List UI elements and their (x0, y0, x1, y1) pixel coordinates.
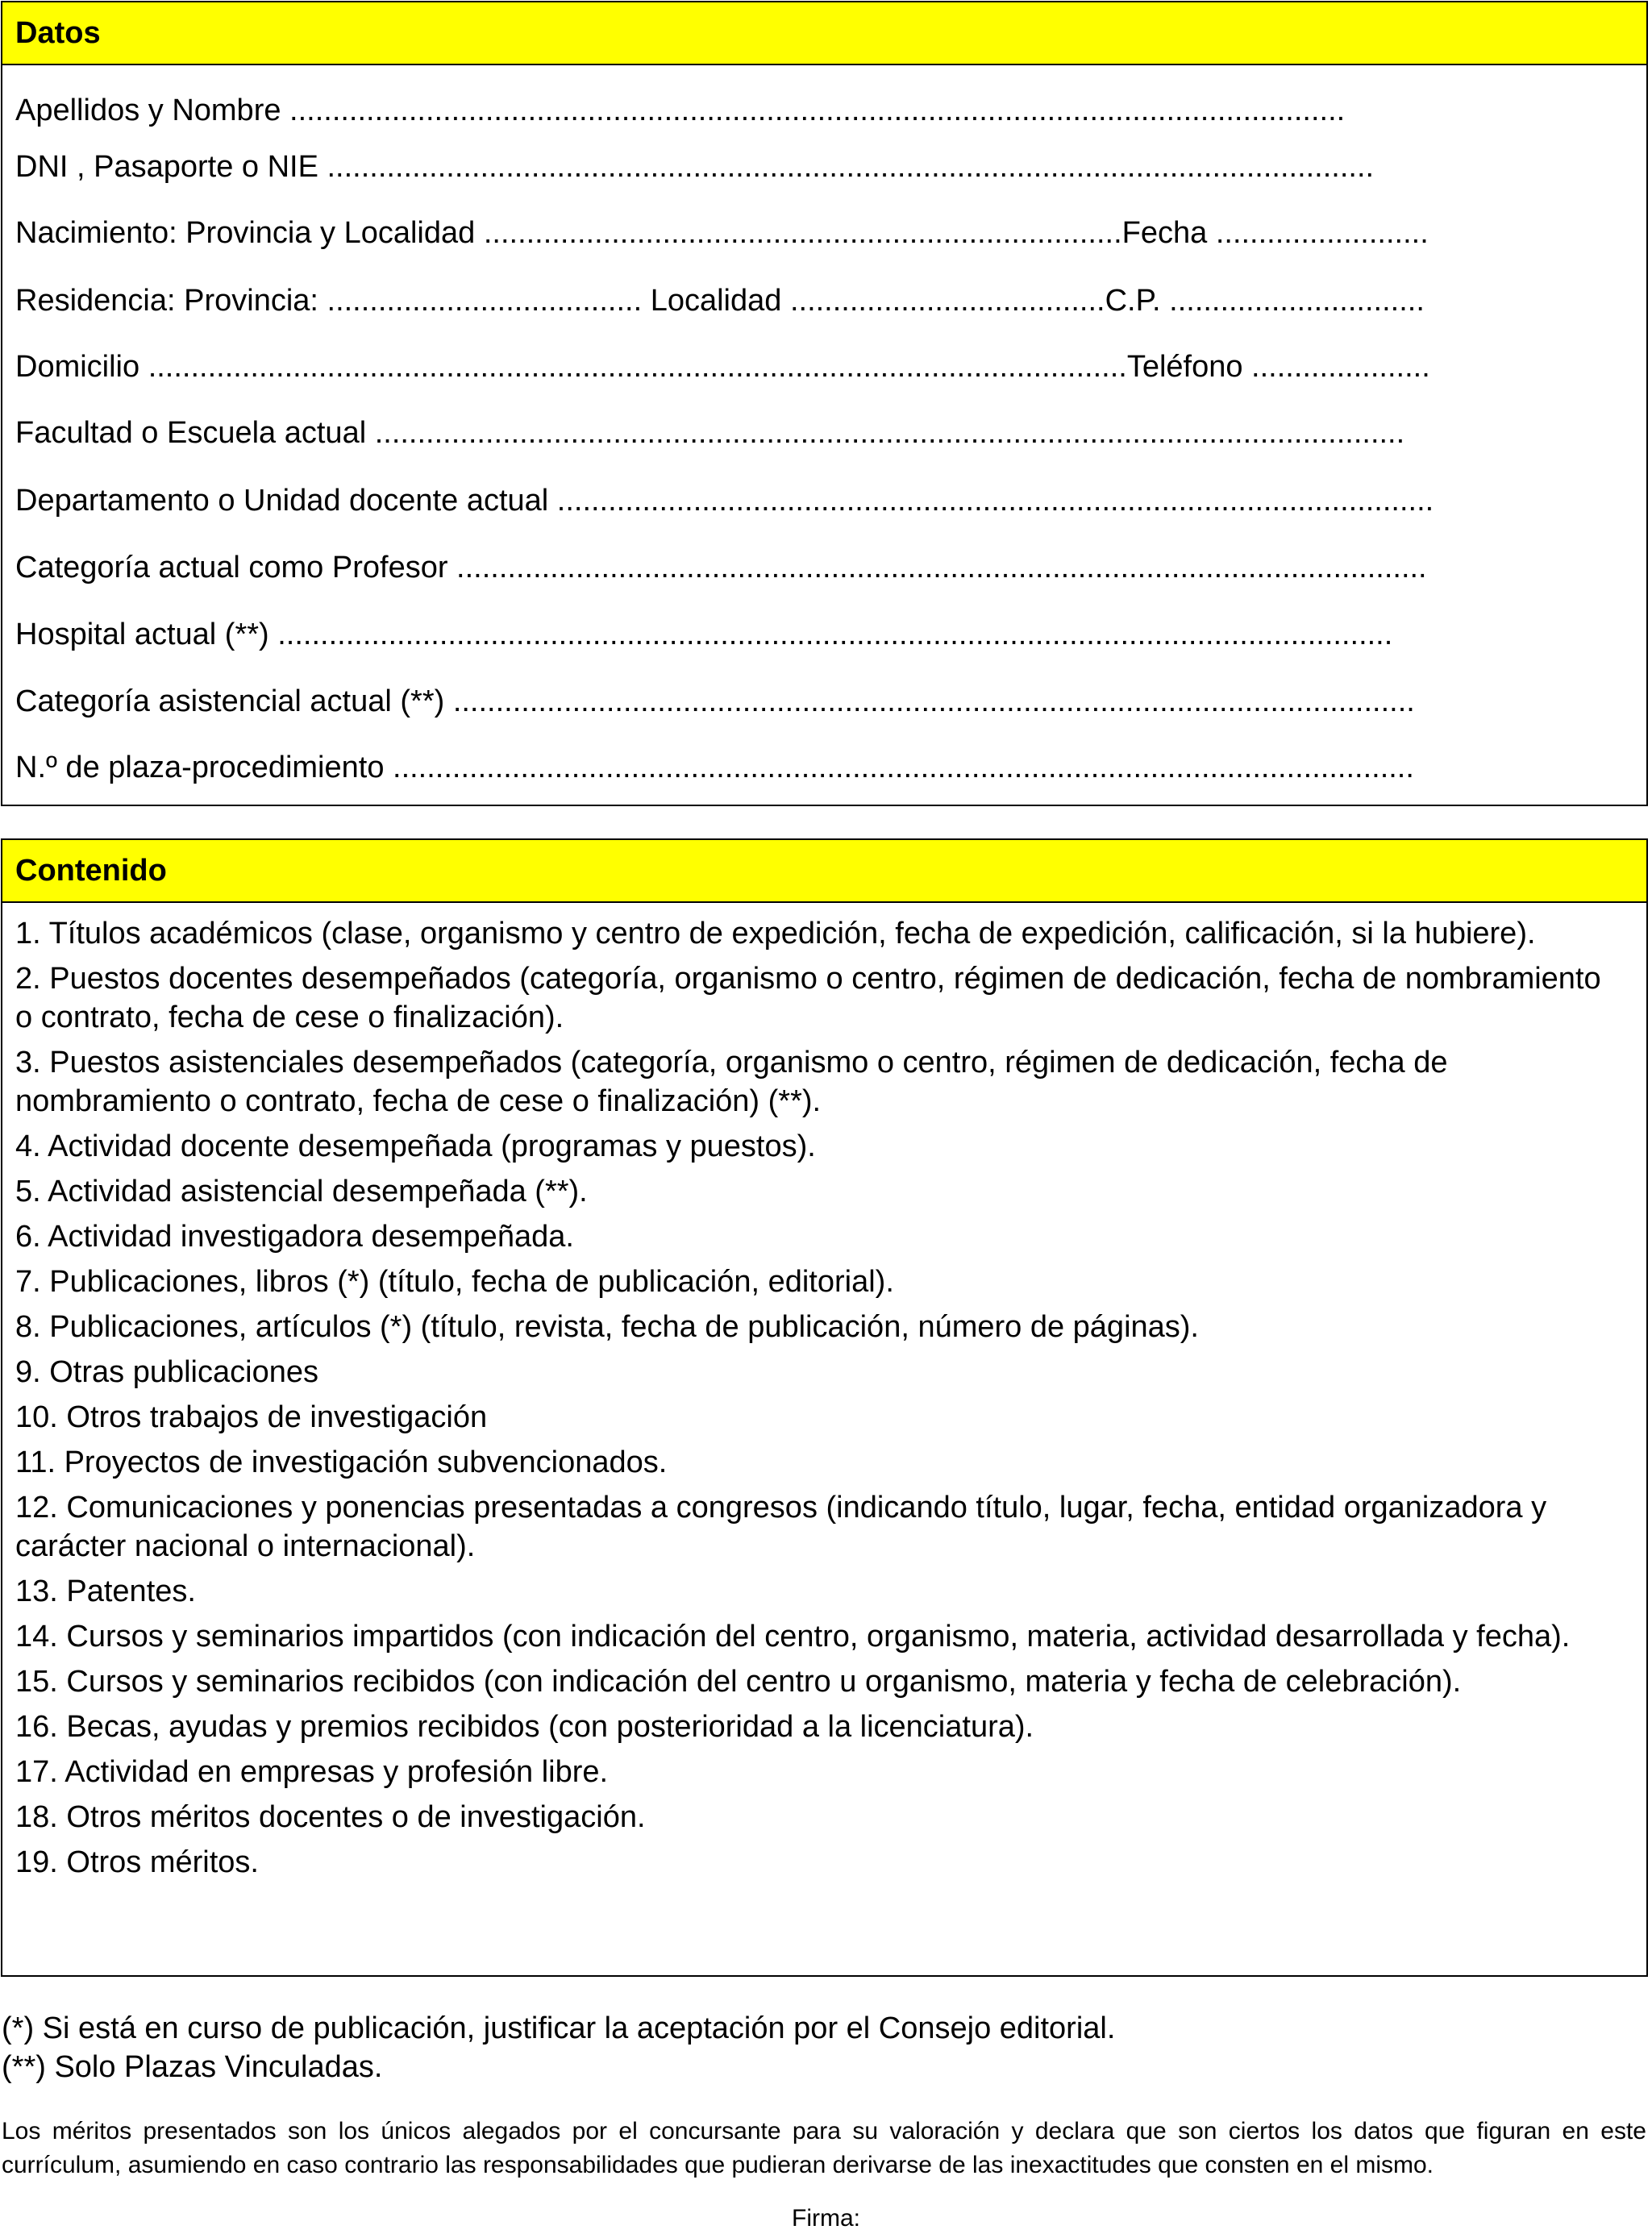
datos-header: Datos (2, 2, 1646, 65)
contenido-list (2, 903, 1646, 1882)
list-item: 11. Proyectos de investigación subvencionados. (15, 1446, 668, 1479)
field-departamento[interactable]: Departamento o Unidad docente actual ....................................................................................................... (15, 484, 1434, 518)
footnote-plazas-vinculadas: (**) Solo Plazas Vinculadas. (2, 2050, 383, 2084)
field-categoria-profesor[interactable]: Categoría actual como Profesor .................................................................................................................. (15, 551, 1427, 584)
list-item: 18. Otros méritos docentes o de investigación. (15, 1800, 646, 1834)
list-item: 6. Actividad investigadora desempeñada. (15, 1220, 574, 1254)
list-item: 4. Actividad docente desempeñada (programas y puestos). (15, 1129, 816, 1163)
datos-section (1, 1, 1648, 806)
list-item: 13. Patentes. (15, 1575, 196, 1608)
list-item: 14. Cursos y seminarios impartidos (con indicación del centro, organismo, materia, actividad desarrollada y fecha). (15, 1620, 1571, 1654)
field-dni[interactable]: DNI , Pasaporte o NIE ........................................................................................................................... (15, 150, 1375, 184)
list-item: 5. Actividad asistencial desempeñada (**). (15, 1175, 588, 1208)
field-hospital[interactable]: Hospital actual (**) ................................................................................................................................... (15, 618, 1393, 651)
list-item: 7. Publicaciones, libros (*) (título, fecha de publicación, editorial). (15, 1265, 894, 1299)
field-categoria-asistencial[interactable]: Categoría asistencial actual (**) ................................................................................................................. (15, 684, 1415, 718)
field-plaza-procedimiento[interactable]: N.º de plaza-procedimiento ........................................................................................................................ (15, 751, 1414, 784)
field-facultad[interactable]: Facultad o Escuela actual ......................................................................................................................... (15, 416, 1405, 450)
list-item: 2. Puestos docentes desempeñados (categoría, organismo o centro, régimen de dedicación, fecha de nombramiento o contrato, fecha de cese o finalización). (15, 962, 1601, 1034)
list-item: 19. Otros méritos. (15, 1845, 259, 1879)
list-item: 17. Actividad en empresas y profesión libre. (15, 1755, 609, 1789)
list-item: 12. Comunicaciones y ponencias presentadas a congresos (indicando título, lugar, fecha, entidad organizadora y carácter nacional o internacional). (15, 1491, 1547, 1563)
list-item: 3. Puestos asistenciales desempeñados (categoría, organismo o centro, régimen de dedicación, fecha de nombramiento o contrato, fecha de cese o finalización) (**). (15, 1046, 1448, 1118)
field-residencia[interactable]: Residencia: Provincia: ..................................... Localidad .....................................C.P. .............................. (15, 284, 1425, 318)
list-item: 15. Cursos y seminarios recibidos (con indicación del centro u organismo, materia y fecha de celebración). (15, 1665, 1462, 1699)
list-item: 8. Publicaciones, artículos (*) (título, revista, fecha de publicación, número de páginas). (15, 1310, 1199, 1344)
disclaimer-text: Los méritos presentados son los únicos alegados por el concursante para su valoración y declara que son ciertos los datos que figuran en este currículum, asumiendo en caso contrario las responsabilidades que pudieran derivarse de las inexactitudes que consten en el mismo. (2, 2118, 1646, 2178)
list-item: 16. Becas, ayudas y premios recibidos (con posterioridad a la licenciatura). (15, 1710, 1034, 1744)
field-domicilio[interactable]: Domicilio ...................................................................................................................Teléfono ..................... (15, 350, 1430, 384)
field-nacimiento[interactable]: Nacimiento: Provincia y Localidad ...........................................................................Fecha ......................... (15, 216, 1429, 250)
list-item: 10. Otros trabajos de investigación (15, 1400, 488, 1434)
list-item: 1. Títulos académicos (clase, organismo y centro de expedición, fecha de expedición, calificación, si la hubiere). (15, 917, 1536, 951)
footnote-publicacion: (*) Si está en curso de publicación, justificar la aceptación por el Consejo editorial. (2, 2011, 1116, 2045)
footnotes (2, 2009, 1115, 2086)
contenido-section (1, 838, 1648, 1977)
signature-label: Firma: (792, 2205, 860, 2232)
contenido-header: Contenido (2, 840, 1646, 903)
field-apellidos-nombre[interactable]: Apellidos y Nombre ............................................................................................................................ (15, 94, 1346, 127)
list-item: 9. Otras publicaciones (15, 1355, 318, 1389)
